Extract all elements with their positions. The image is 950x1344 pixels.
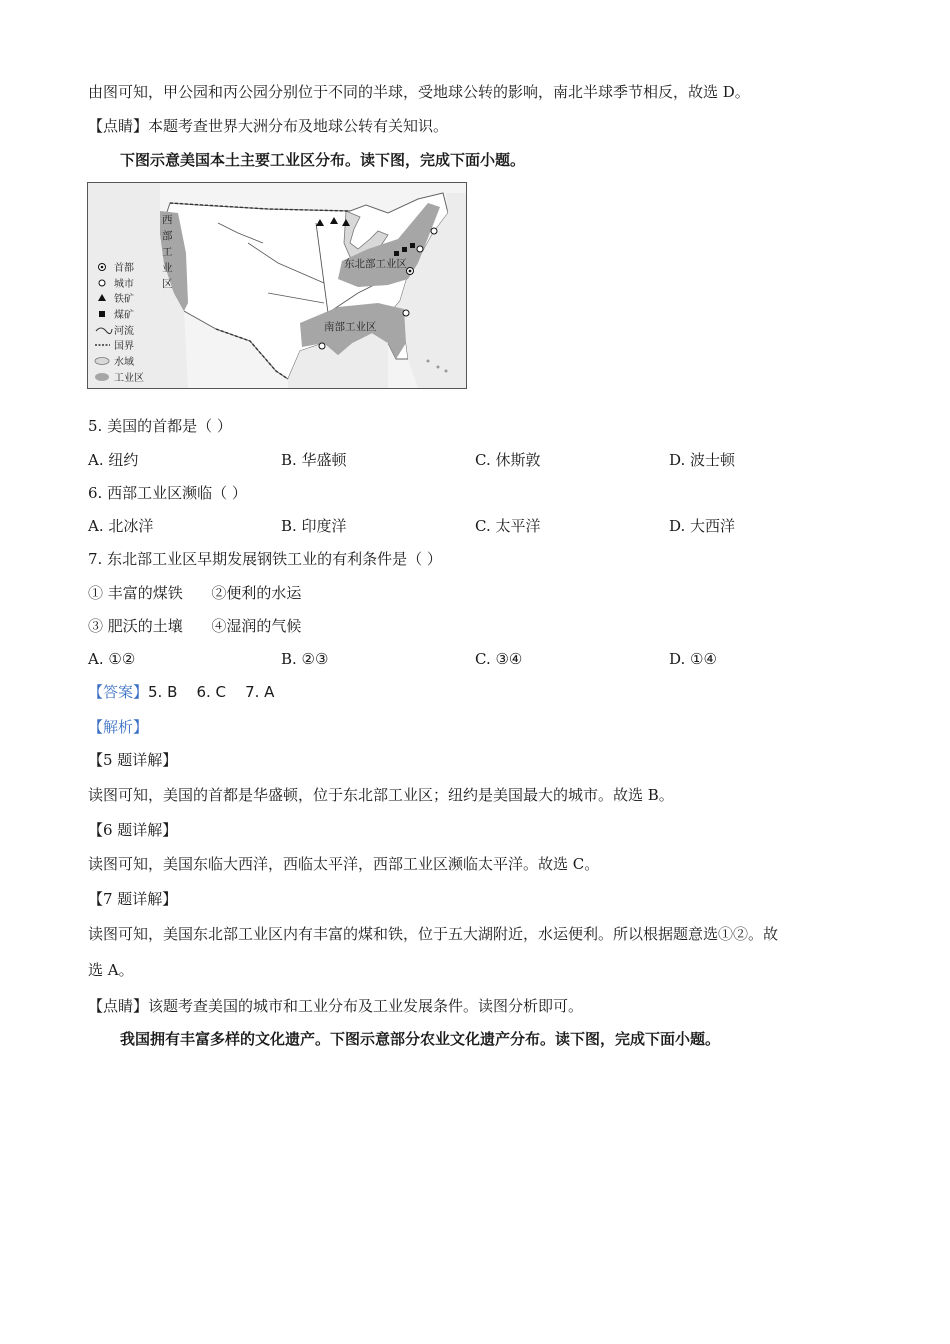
- legend-capital: 首都: [114, 263, 134, 274]
- detail-6-title: 【6 题详解】: [88, 821, 178, 839]
- analysis-label: 【解析】: [88, 718, 149, 736]
- next-question-intro: 我国拥有丰富多样的文化遗产。下图示意部分农业文化遗产分布。读下图，完成下面小题。: [120, 1030, 721, 1048]
- q7-option-b: B. ②③: [281, 650, 329, 668]
- west-label-0: 西: [162, 214, 173, 226]
- northeast-label: 东北部工业区: [344, 258, 407, 270]
- legend-border: 国界: [114, 341, 134, 352]
- q7-condition-2: ③ 肥沃的土壤 ④湿润的气候: [88, 617, 302, 635]
- question-5-stem: 5. 美国的首都是（ ）: [88, 417, 232, 435]
- note-1: 【点睛】本题考查世界大洲分布及地球公转有关知识。: [88, 117, 449, 135]
- question-7-stem: 7. 东北部工业区早期发展钢铁工业的有利条件是（ ）: [88, 550, 442, 568]
- question-intro: 下图示意美国本土主要工业区分布。读下图，完成下面小题。: [120, 151, 526, 169]
- south-label: 南部工业区: [324, 321, 377, 333]
- legend-industrial: 工业区: [114, 373, 144, 384]
- legend-iron: 铁矿: [114, 294, 134, 305]
- q7-condition-1: ① 丰富的煤铁 ②便利的水运: [88, 584, 302, 602]
- legend-river: 河流: [114, 326, 134, 337]
- usa-industrial-map: [87, 182, 467, 389]
- legend-city: 城市: [114, 279, 134, 290]
- q6-option-a: A. 北冰洋: [88, 517, 154, 535]
- q7-option-c: C. ③④: [475, 650, 523, 668]
- detail-6-text: 读图可知，美国东临大西洋，西临太平洋，西部工业区濒临太平洋。故选 C。: [88, 855, 600, 873]
- q6-option-c: C. 太平洋: [475, 517, 541, 535]
- west-label-4: 区: [162, 278, 173, 290]
- detail-7-text-1: 读图可知，美国东北部工业区内有丰富的煤和铁，位于五大湖附近，水运便利。所以根据题意选①②。故: [88, 925, 779, 943]
- answer-label: 【答案】: [88, 683, 149, 701]
- detail-7-text-2: 选 A。: [88, 961, 134, 979]
- q7-option-a: A. ①②: [88, 650, 136, 668]
- intro-line: 由图可知，甲公园和丙公园分别位于不同的半球，受地球公转的影响，南北半球季节相反，故选 D。: [88, 83, 750, 101]
- note-2: 【点睛】该题考查美国的城市和工业分布及工业发展条件。读图分析即可。: [88, 997, 584, 1015]
- west-label-1: 部: [162, 230, 173, 242]
- answer-value: 5. B 6. C 7. A: [148, 683, 275, 701]
- q6-option-d: D. 大西洋: [669, 517, 736, 535]
- q7-option-d: D. ①④: [669, 650, 717, 668]
- question-6-stem: 6. 西部工业区濒临（ ）: [88, 484, 247, 502]
- q5-option-b: B. 华盛顿: [281, 451, 347, 469]
- q5-option-c: C. 休斯敦: [475, 451, 541, 469]
- west-label-2: 工: [162, 246, 173, 258]
- legend-water: 水域: [114, 357, 134, 368]
- detail-5-title: 【5 题详解】: [88, 751, 178, 769]
- q6-option-b: B. 印度洋: [281, 517, 347, 535]
- legend-coal: 煤矿: [114, 310, 134, 321]
- q5-option-a: A. 纽约: [88, 451, 139, 469]
- q5-option-d: D. 波士顿: [669, 451, 736, 469]
- detail-5-text: 读图可知，美国的首都是华盛顿，位于东北部工业区；纽约是美国最大的城市。故选 B。: [88, 786, 674, 804]
- west-label-3: 业: [162, 262, 173, 274]
- answer-row: [88, 682, 274, 702]
- detail-7-title: 【7 题详解】: [88, 890, 178, 908]
